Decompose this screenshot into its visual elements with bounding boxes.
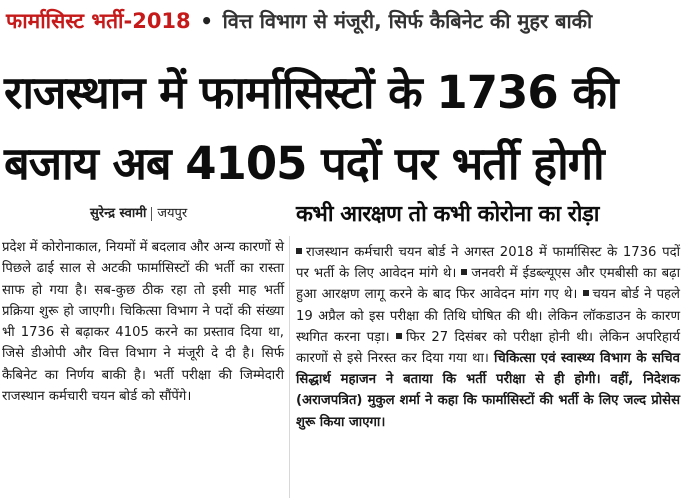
byline-separator — [151, 207, 152, 221]
left-column-body — [2, 237, 284, 407]
byline-place: जयपुर — [157, 206, 188, 221]
kicker-text: वित्त विभाग से मंजूरी, सिर्फ कैबिनेट की मुहर बाकी — [222, 9, 593, 33]
column-divider — [289, 236, 290, 498]
kicker-label: फार्मासिस्ट भर्ती-2018 — [6, 9, 191, 33]
headline-line-2: बजाय अब 4105 पदों पर भर्ती होगी — [4, 137, 604, 190]
byline — [90, 203, 187, 221]
headline-line-1: राजस्थान में फार्मासिस्टों के 1736 की — [4, 66, 618, 119]
square-bullet-icon — [296, 248, 302, 254]
right-point-1: राजस्थान कर्मचारी चयन बोर्ड ने अगस्त 2018 में फार्मासिस्ट के 1736 पदों पर भर्ती के लिए आवेदन मांगे थे। — [296, 245, 680, 282]
sub-headline: कभी आरक्षण तो कभी कोरोना का रोड़ा — [296, 202, 599, 227]
right-column-body — [296, 242, 680, 433]
left-column-paragraph: प्रदेश में कोरोनाकाल, नियमों में बदलाव और अन्य कारणों से पिछले ढाई साल से अटकी फार्मासिस्टों की भर्ती का रास्ता साफ हो गया है। सब-कुछ ठीक रहा तो इसी माह भर्ती प्रक्रिया शुरू हो जाएगी। चिकित्सा विभाग ने पदों की संख्या भी 1736 से बढ़ाकर 4105 करने का प्रस्ताव दिया था, जिसे डीओपी और वित्त विभाग ने मंजूरी दे दी है। सिर्फ कैबिनेट का निर्णय बाकी है। भर्ती परीक्षा की जिम्मेदारी राजस्थान कर्मचारी चयन बोर्ड को सौंपेंगे। — [2, 240, 284, 405]
square-bullet-icon — [583, 290, 589, 296]
right-point-3: चयन बोर्ड ने पहले 19 अप्रैल को इस परीक्षा की तिथि घोषित की थी। लेकिन लॉकडाउन के कारण स्थगित करना पड़ा। — [296, 287, 680, 345]
square-bullet-icon — [461, 269, 467, 275]
right-bold-statement: चिकित्सा एवं स्वास्थ्य विभाग के सचिव सिद्धार्थ महाजन ने बताया कि भर्ती परीक्षा से ही होगी। वहीं, निदेशक (अराजपत्रित) मुकुल शर्मा ने कहा कि फार्मासिस्टों की भर्ती के लिए जल्द प्रोसेस शुरू किया जाएगा। — [296, 351, 680, 430]
square-bullet-icon — [396, 333, 402, 339]
byline-author: सुरेन्द्र स्वामी — [90, 206, 147, 221]
right-point-2: जनवरी में ईडब्ल्यूएस और एमबीसी का बढ़ा हुआ आरक्षण लागू करने के बाद फिर आवेदन मांग गए थे। — [296, 266, 680, 303]
right-point-4: फिर 27 दिसंबर को परीक्षा होनी थी। लेकिन अपरिहार्य कारणों से इसे निरस्त कर दिया गया था। — [296, 329, 680, 367]
kicker-line — [6, 4, 679, 38]
kicker-bullet: • — [200, 9, 214, 33]
